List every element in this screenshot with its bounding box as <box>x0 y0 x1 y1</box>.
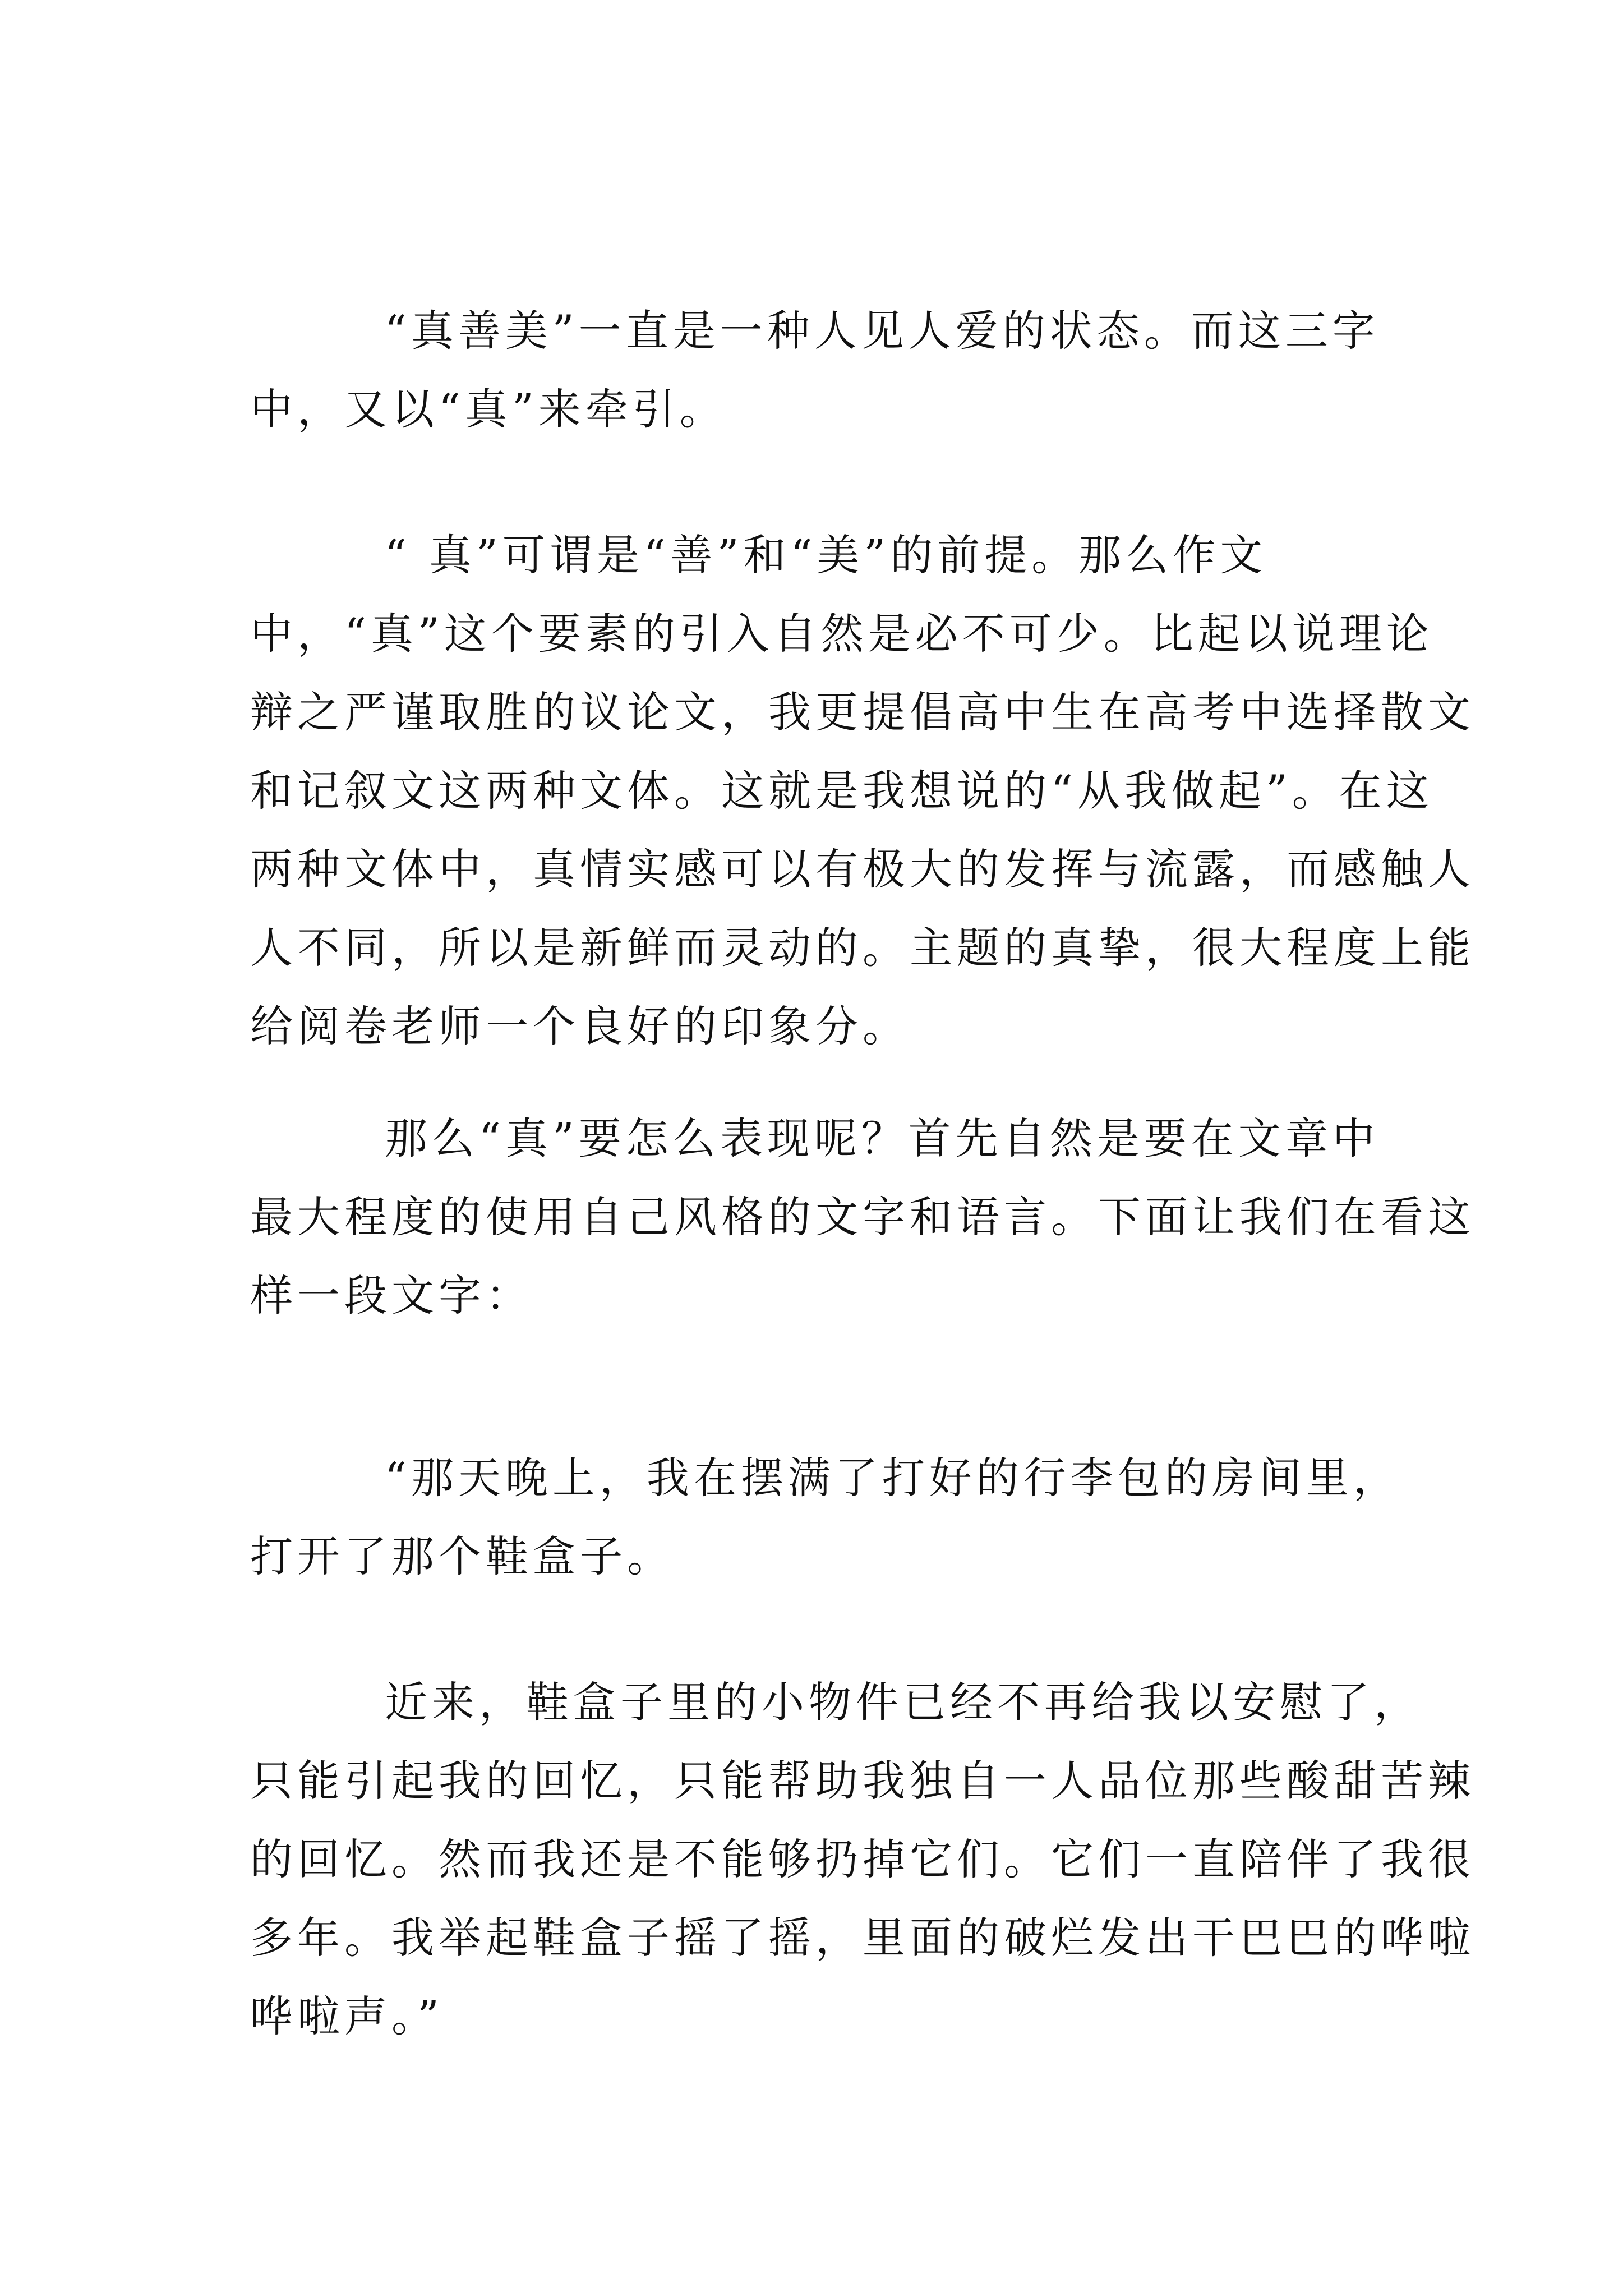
paragraph-line: 哗啦声。” <box>250 1991 444 2041</box>
paragraph-4 <box>250 1439 1400 1596</box>
paragraph-1 <box>250 292 1394 449</box>
paragraph-line: 给阅卷老师一个良好的印象分。 <box>250 1001 910 1051</box>
paragraph-line: 的回忆。然而我还是不能够扔掉它们。它们一直陪伴了我很 <box>250 1834 1475 1884</box>
paragraph-line: 两种文体中，真情实感可以有极大的发挥与流露，而感触人 <box>250 844 1475 894</box>
paragraph-line: “真善美”一直是一种人见人爱的状态。而这三字 <box>385 306 1380 356</box>
paragraph-line: 和记叙文这两种文体。这就是我想说的“从我做起”。在这 <box>250 766 1433 816</box>
paragraph-line: 中，“真”这个要素的引入自然是必不可少。比起以说理论 <box>250 609 1433 659</box>
paragraph-line: 近来，鞋盒子里的小物件已经不再给我以安慰了， <box>385 1677 1421 1727</box>
paragraph-line: 打开了那个鞋盒子。 <box>250 1531 674 1581</box>
paragraph-line: 最大程度的使用自己风格的文字和语言。下面让我们在看这 <box>250 1192 1475 1242</box>
paragraph-line: 人不同，所以是新鲜而灵动的。主题的真挚，很大程度上能 <box>250 923 1475 973</box>
paragraph-line: 那么“真”要怎么表现呢？首先自然是要在文章中 <box>385 1114 1380 1163</box>
paragraph-3 <box>250 1099 1475 1335</box>
paragraph-line: “ 真”可谓是“善”和“美”的前提。那么作文 <box>385 530 1267 580</box>
paragraph-line: 样一段文字： <box>250 1271 533 1320</box>
paragraph-line: 只能引起我的回忆，只能帮助我独自一人品位那些酸甜苦辣 <box>250 1756 1475 1806</box>
paragraph-line: 中，又以“真”来牵引。 <box>250 384 727 434</box>
paragraph-line: 多年。我举起鞋盒子摇了摇，里面的破烂发出干巴巴的哗啦 <box>250 1913 1475 1963</box>
paragraph-5 <box>250 1663 1475 2056</box>
paragraph-2 <box>250 516 1475 1066</box>
paragraph-line: 辩之严谨取胜的议论文，我更提倡高中生在高考中选择散文 <box>250 687 1475 737</box>
paragraph-line: “那天晚上，我在摆满了打好的行李包的房间里， <box>385 1453 1400 1503</box>
